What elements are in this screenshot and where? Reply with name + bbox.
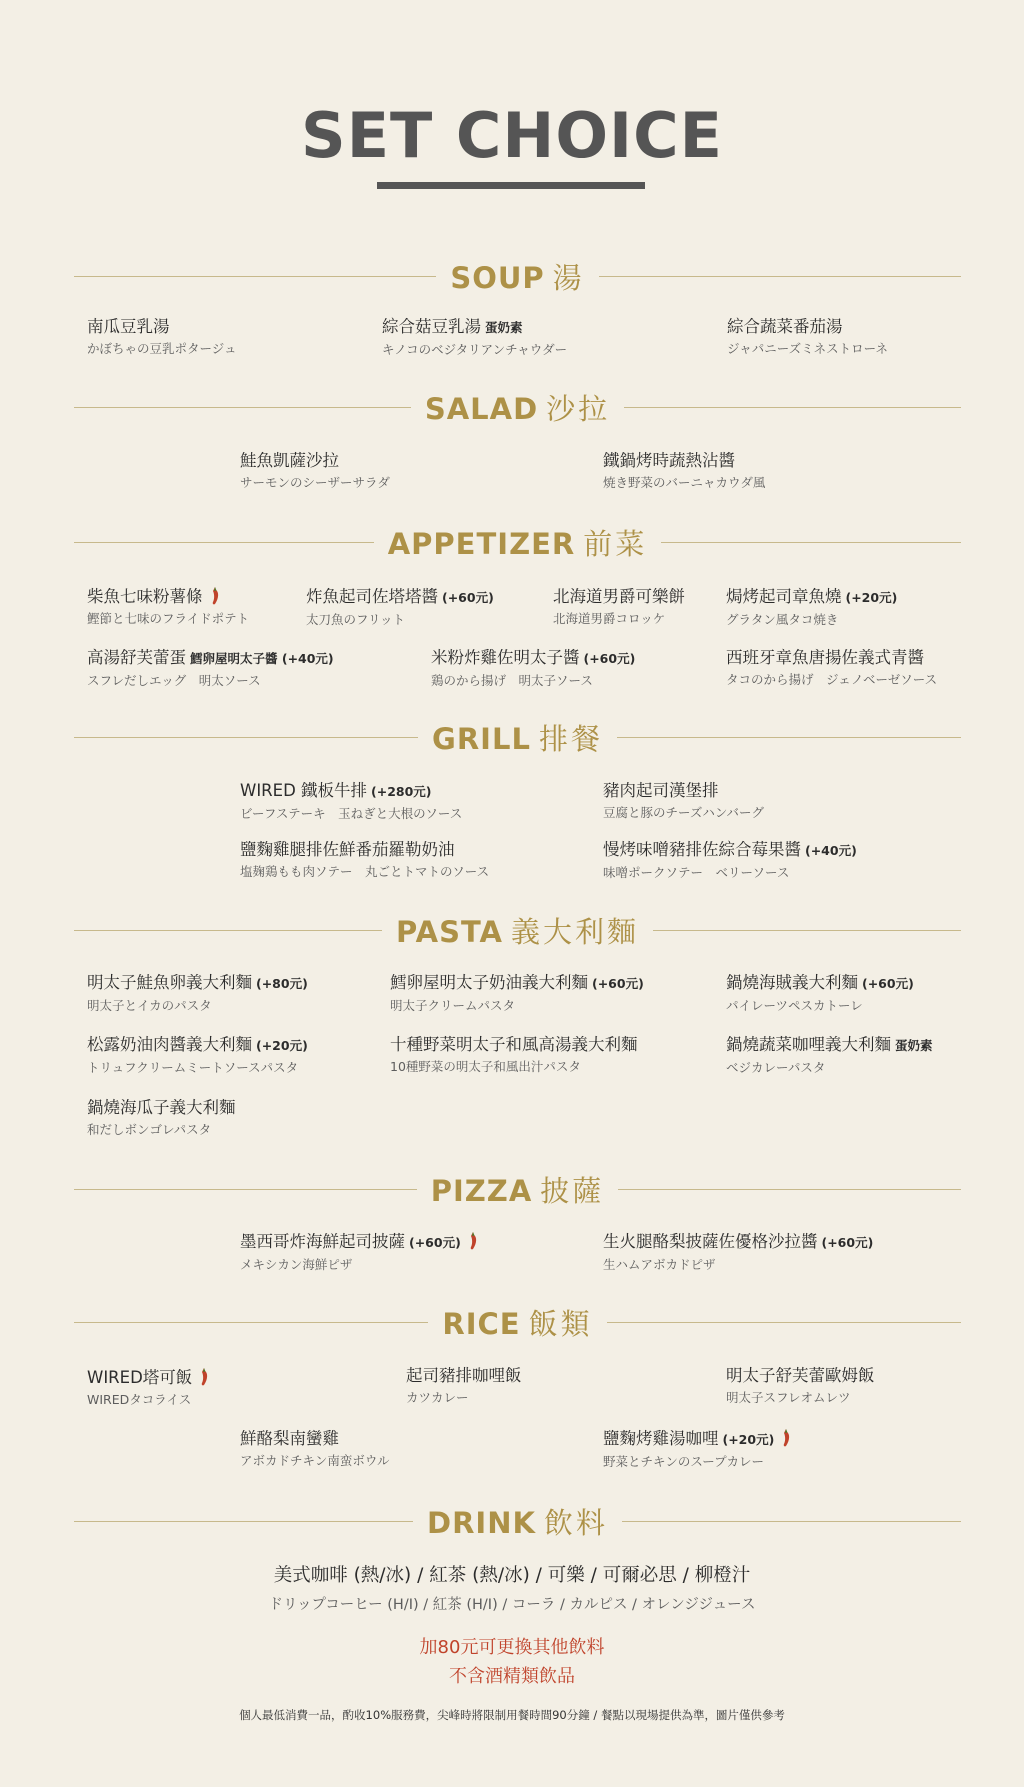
section-title-rice [428, 1302, 606, 1343]
item-name: 鱈卵屋明太子奶油義大利麵 [390, 973, 588, 992]
drink-no-alcohol-note: 不含酒精類飲品 [449, 1666, 575, 1687]
section-header-soup [74, 256, 961, 296]
menu-item [406, 1365, 522, 1407]
item-name: 焗烤起司章魚燒 [726, 587, 842, 606]
item-note: (+60元) [862, 976, 914, 991]
item-subtitle: タコのから揚げ ジェノベーゼソース [726, 672, 938, 687]
section-title-zh: 湯 [552, 260, 585, 295]
menu-item [240, 839, 489, 881]
menu-item [390, 972, 644, 1015]
drink-upgrade-note: 加80元可更換其他飲料 [419, 1637, 605, 1658]
menu-item [726, 586, 897, 629]
menu-item [603, 1428, 792, 1471]
item-subtitle: スフレだしエッグ 明太ソース [87, 673, 261, 688]
item-subtitle: 野菜とチキンのスープカレー [603, 1454, 765, 1469]
section-title-zh: 前菜 [583, 526, 648, 561]
item-name: 北海道男爵可樂餅 [553, 587, 685, 606]
item-name: 鮭魚凱薩沙拉 [240, 451, 339, 470]
item-subtitle: 明太子クリームパスタ [390, 998, 516, 1013]
item-name: 起司豬排咖哩飯 [406, 1366, 522, 1385]
item-name: 鍋燒蔬菜咖哩義大利麵 [726, 1035, 891, 1054]
item-name: 十種野菜明太子和風高湯義大利麵 [390, 1035, 638, 1054]
divider-line [661, 542, 961, 543]
section-title-en: SALAD [424, 391, 539, 426]
divider-line [622, 1521, 961, 1522]
menu-item [240, 1231, 479, 1274]
item-name: 鹽麴雞腿排佐鮮番茄羅勒奶油 [240, 840, 455, 859]
item-name: 鹽麴烤雞湯咖哩 [603, 1429, 719, 1448]
menu-item [87, 1034, 308, 1077]
menu-item [306, 586, 494, 629]
section-header-drink [74, 1501, 961, 1541]
menu-item [240, 450, 390, 492]
item-name: 鍋燒海瓜子義大利麵 [87, 1098, 236, 1117]
item-note: (+80元) [256, 976, 308, 991]
item-subtitle: かぼちゃの豆乳ポタージュ [87, 341, 237, 356]
divider-line [618, 1189, 961, 1190]
menu-item [726, 1365, 875, 1407]
item-subtitle: トリュフクリームミートソースパスタ [87, 1060, 299, 1075]
item-subtitle: 鰹節と七味のフライドポテト [87, 611, 250, 626]
item-name: WIRED塔可飯 [87, 1368, 193, 1387]
section-title-en: PASTA [396, 914, 503, 949]
divider-line [74, 1521, 413, 1522]
page-title: SET CHOICE [301, 99, 723, 172]
divider-line [617, 737, 961, 738]
item-subtitle: ビーフステーキ 玉ねぎと大根のソース [240, 806, 463, 821]
section-title-en: RICE [442, 1306, 521, 1341]
section-title-zh: 排餐 [538, 721, 603, 756]
item-name: 米粉炸雞佐明太子醬 [431, 648, 580, 667]
item-note: (+20元) [722, 1432, 775, 1447]
item-note: (+60元) [583, 651, 636, 666]
item-subtitle: グラタン風タコ焼き [726, 612, 839, 627]
item-subtitle: キノコのベジタリアンチャウダー [382, 342, 568, 357]
menu-item [87, 972, 308, 1015]
item-name: 墨西哥炸海鮮起司披薩 [240, 1232, 405, 1251]
menu-item [382, 316, 567, 359]
item-subtitle: 鶏のから揚げ 明太子ソース [431, 673, 593, 688]
menu-item [390, 1034, 638, 1076]
item-subtitle: アボカドチキン南蛮ボウル [240, 1453, 390, 1468]
item-name: WIRED 鐵板牛排 [240, 781, 368, 800]
section-header-pasta [74, 910, 961, 950]
section-header-pizza [74, 1169, 961, 1209]
drink-options: 美式咖啡 (熱/冰) / 紅茶 (熱/冰) / 可樂 / 可爾必思 / 柳橙汁 [273, 1565, 751, 1586]
item-note: (+60元) [821, 1235, 874, 1250]
section-title-zh: 披薩 [540, 1173, 605, 1208]
menu-item [603, 1231, 873, 1274]
section-header-grill [74, 717, 961, 757]
divider-line [74, 737, 418, 738]
item-subtitle: 明太子スフレオムレツ [726, 1390, 851, 1405]
menu-item [87, 1367, 210, 1409]
item-subtitle: 北海道男爵コロッケ [553, 611, 666, 626]
section-title-salad [411, 387, 624, 428]
menu-item [87, 1097, 236, 1139]
item-name: 生火腿酪梨披薩佐優格沙拉醬 [603, 1232, 818, 1251]
menu-item [553, 586, 685, 628]
menu-item [727, 316, 888, 358]
item-subtitle: 10種野菜の明太子和風出汁パスタ [390, 1059, 581, 1074]
item-subtitle: 豆腐と豚のチーズハンバーグ [603, 805, 765, 820]
item-note: (+60元) [409, 1235, 461, 1250]
section-title-en: SOUP [450, 260, 545, 295]
divider-line [74, 407, 411, 408]
item-name: 高湯舒芙蕾蛋 [87, 648, 186, 667]
menu-item [240, 780, 462, 823]
divider-line [624, 407, 961, 408]
menu-item [603, 839, 857, 882]
menu-item [87, 316, 237, 358]
item-name: 明太子鮭魚卵義大利麵 [87, 973, 252, 992]
section-title-en: GRILL [432, 721, 531, 756]
item-name: 鍋燒海賊義大利麵 [726, 973, 858, 992]
section-title-zh: 飯類 [528, 1306, 593, 1341]
section-title-en: PIZZA [430, 1173, 533, 1208]
section-title-pasta [382, 910, 653, 951]
menu-item [726, 972, 914, 1015]
section-header-appetizer [74, 522, 961, 562]
item-note: 蛋奶素 [895, 1038, 933, 1053]
item-note: (+280元) [371, 784, 432, 799]
item-note: (+60元) [592, 976, 644, 991]
menu-item [726, 647, 937, 689]
item-name: 豬肉起司漢堡排 [603, 781, 719, 800]
divider-line [74, 276, 436, 277]
divider-line [74, 930, 382, 931]
item-name: 慢烤味噌豬排佐綜合莓果醬 [603, 840, 801, 859]
section-header-salad [74, 387, 961, 427]
item-subtitle: メキシカン海鮮ピザ [240, 1257, 353, 1272]
item-name: 明太子舒芙蕾歐姆飯 [726, 1366, 875, 1385]
section-title-en: DRINK [427, 1505, 536, 1540]
item-name: 鐵鍋烤時蔬熱沾醬 [603, 451, 735, 470]
item-note: (+20元) [845, 590, 898, 605]
section-title-zh: 沙拉 [546, 391, 611, 426]
divider-line [74, 1322, 428, 1323]
section-title-zh: 飲料 [543, 1505, 608, 1540]
section-title-drink [413, 1501, 622, 1542]
item-name: 柴魚七味粉薯條 [87, 587, 203, 606]
item-subtitle: WIREDタコライス [87, 1392, 192, 1407]
divider-line [607, 1322, 961, 1323]
item-subtitle: 生ハムアボカドピザ [603, 1257, 716, 1272]
item-subtitle: サーモンのシーザーサラダ [240, 475, 390, 490]
item-subtitle: カツカレー [406, 1390, 469, 1405]
divider-line [653, 930, 961, 931]
item-subtitle: 塩麹鶏もも肉ソテー 丸ごとトマトのソース [240, 864, 490, 879]
item-note: (+20元) [256, 1038, 308, 1053]
item-subtitle: パイレーツペスカトーレ [726, 998, 863, 1013]
menu-item [240, 1428, 390, 1470]
divider-line [74, 1189, 417, 1190]
footer-notice: 個人最低消費一品，酌收10%服務費，尖峰時將限制用餐時間90分鐘 / 餐點以現場提供為準，圖片僅供參考 [239, 1708, 785, 1722]
title-underline [377, 182, 645, 189]
item-subtitle: 明太子とイカのパスタ [87, 998, 212, 1013]
menu-item [431, 647, 635, 690]
chili-pepper-icon [198, 1367, 210, 1387]
item-subtitle: ジャパニーズミネストローネ [727, 341, 889, 356]
item-subtitle: 和だしボンゴレパスタ [87, 1122, 212, 1137]
item-subtitle: 味噌ポークソテー ベリーソース [603, 865, 790, 880]
item-subtitle: 焼き野菜のバーニャカウダ風 [603, 475, 766, 490]
item-note: (+60元) [442, 590, 494, 605]
section-title-pizza [417, 1169, 619, 1210]
section-title-en: APPETIZER [387, 526, 576, 561]
chili-pepper-icon [780, 1428, 792, 1448]
item-subtitle: ベジカレーパスタ [726, 1060, 826, 1075]
item-note: 鱈卵屋明太子醬 (+40元) [190, 651, 334, 666]
chili-pepper-icon [467, 1231, 479, 1251]
item-subtitle: 太刀魚のフリット [306, 612, 406, 627]
divider-line [599, 276, 961, 277]
section-title-zh: 義大利麵 [510, 914, 639, 949]
menu-item [87, 586, 249, 628]
section-title-soup [436, 256, 598, 297]
menu-item [726, 1034, 933, 1077]
menu-item [87, 647, 334, 690]
menu-item [603, 780, 764, 822]
drink-options-japanese: ドリップコーヒー (H/I) / 紅茶 (H/I) / コーラ / カルピス / オレンジジュース [268, 1597, 756, 1613]
item-name: 松露奶油肉醬義大利麵 [87, 1035, 252, 1054]
item-name: 南瓜豆乳湯 [87, 317, 170, 336]
item-name: 鮮酪梨南蠻雞 [240, 1429, 339, 1448]
section-header-rice [74, 1302, 961, 1342]
item-note: (+40元) [805, 843, 857, 858]
item-name: 西班牙章魚唐揚佐義式青醬 [726, 648, 924, 667]
section-title-appetizer [374, 522, 662, 563]
item-name: 綜合菇豆乳湯 [382, 317, 481, 336]
section-title-grill [418, 717, 617, 758]
chili-pepper-icon [209, 586, 221, 606]
item-name: 綜合蔬菜番茄湯 [727, 317, 843, 336]
item-note: 蛋奶素 [485, 320, 523, 335]
divider-line [74, 542, 374, 543]
menu-item [603, 450, 765, 492]
item-name: 炸魚起司佐塔塔醬 [306, 587, 438, 606]
